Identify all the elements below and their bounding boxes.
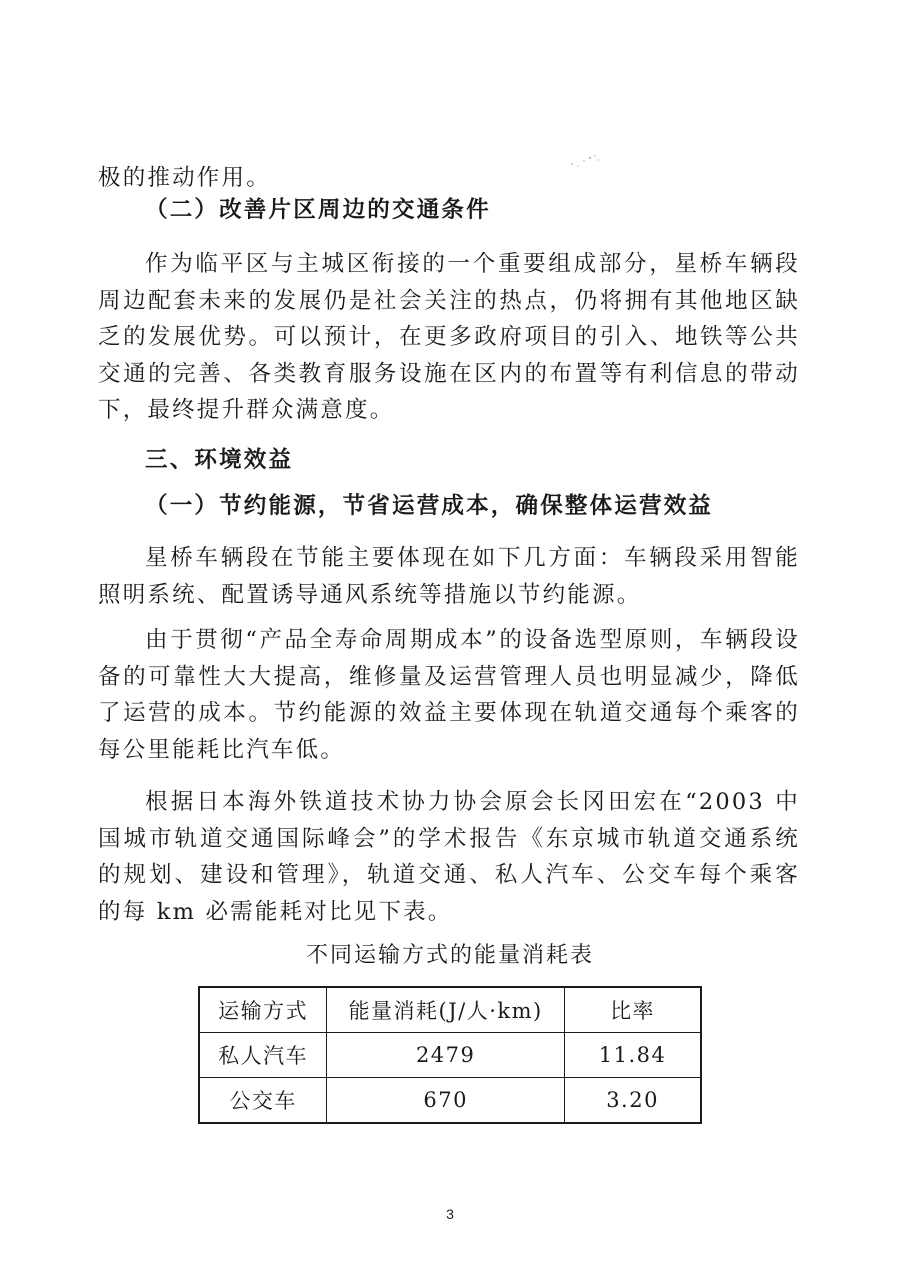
paragraph-energy-report: 根据日本海外铁道技术协力协会原会长冈田宏在“2003 中国城市轨道交通国际峰会”的学术报告《东京城市轨道交通系统的规划、建设和管理》，轨道交通、私人汽车、公交车每个乘客的每 km 必需能耗对比见下表。 (98, 789, 800, 925)
header-ratio: 比率 (565, 987, 701, 1033)
page-number: 3 (446, 1206, 454, 1222)
section-heading-traffic: （二）改善片区周边的交通条件 (145, 197, 491, 223)
cell-ratio: 3.20 (565, 1078, 701, 1124)
paragraph-traffic: 作为临平区与主城区衔接的一个重要组成部分，星桥车辆段周边配套未来的发展仍是社会关注的热点，仍将拥有其他地区缺乏的发展优势。可以预计，在更多政府项目的引入、地铁等公共交通的完善、各类教育服务设施在区内的布置等有利信息的带动下，最终提升群众满意度。 (98, 251, 800, 423)
table-caption: 不同运输方式的能量消耗表 (305, 943, 594, 968)
header-transport-mode: 运输方式 (199, 987, 327, 1033)
paragraph-lifecycle-cost: 由于贯彻“产品全寿命周期成本”的设备选型原则，车辆段设备的可靠性大大提高，维修量及运营管理人员也明显减少，降低了运营的成本。节约能源的效益主要体现在轨道交通每个乘客的每公里能耗比汽车低。 (98, 627, 800, 763)
section-heading-energy: （一）节约能源，节省运营成本，确保整体运营效益 (145, 493, 714, 519)
table-row (199, 1033, 701, 1078)
header-energy-consumption: 能量消耗(J/人·km) (327, 987, 565, 1033)
cell-mode: 私人汽车 (199, 1033, 327, 1078)
section-heading-environment: 三、环境效益 (145, 447, 294, 473)
cell-mode: 公交车 (199, 1078, 327, 1124)
cell-energy: 2479 (327, 1033, 565, 1078)
table-header-row (199, 987, 701, 1033)
paragraph-energy-saving: 星桥车辆段在节能主要体现在如下几方面：车辆段采用智能照明系统、配置诱导通风系统等措施以节约能源。 (98, 545, 800, 608)
cell-ratio: 11.84 (565, 1033, 701, 1078)
table-row (199, 1078, 701, 1124)
paragraph-continuation: 极的推动作用。 (98, 165, 271, 191)
cell-energy: 670 (327, 1078, 565, 1124)
energy-consumption-table (198, 986, 702, 1124)
